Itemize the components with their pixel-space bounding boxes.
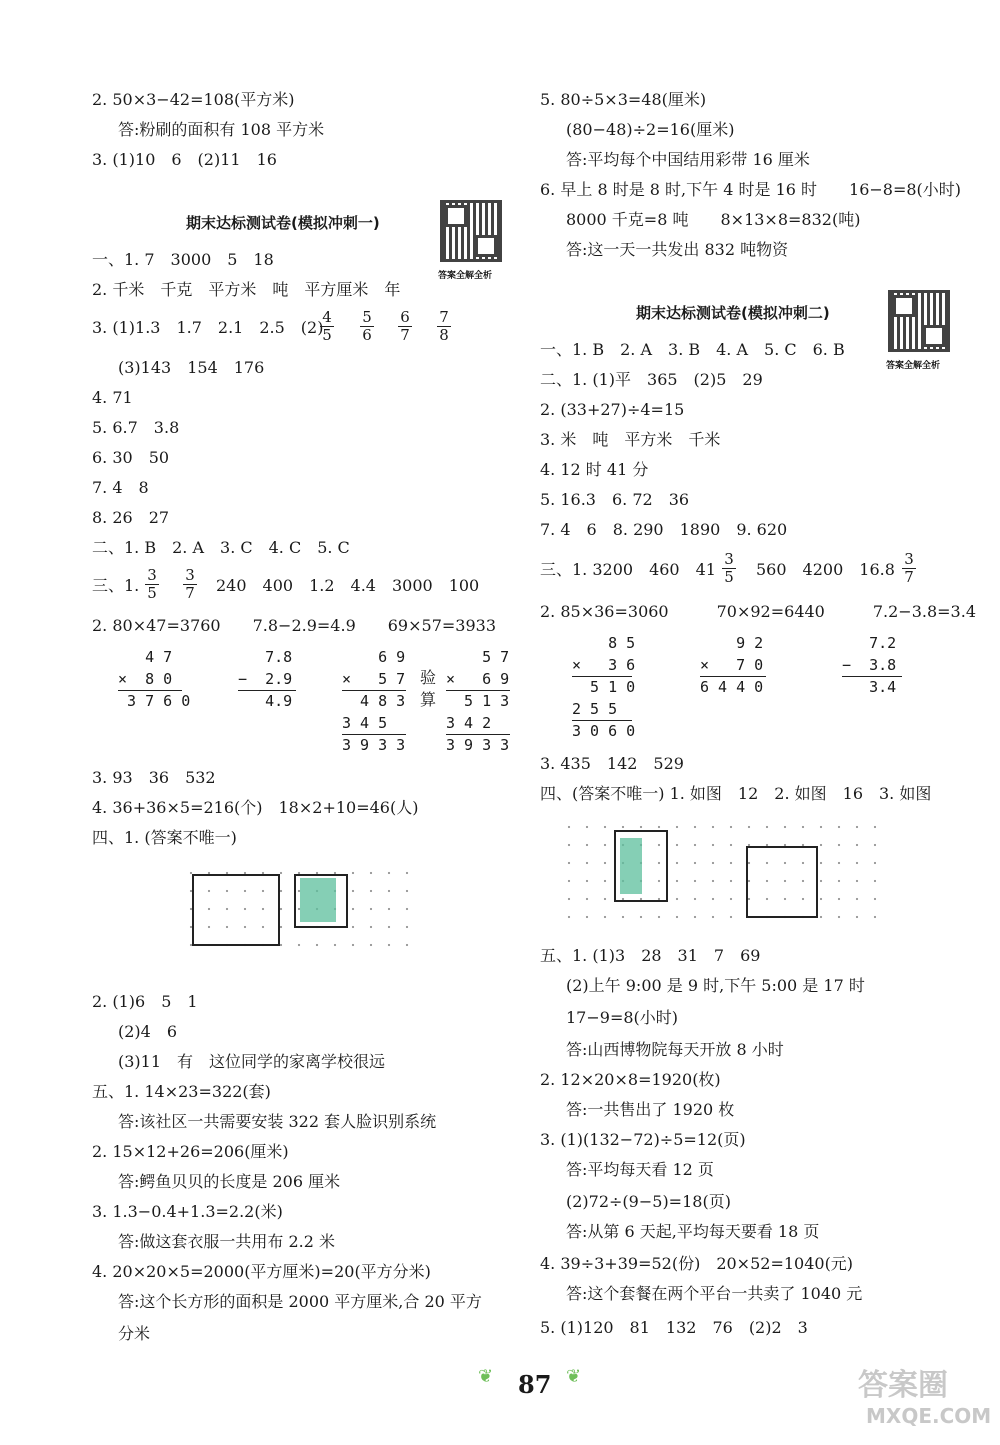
left-answer-line: 3. 93 36 532 — [92, 768, 216, 787]
calculation-rule — [342, 690, 406, 691]
left-answer-line: 2. 15×12+26=206(厘米) — [92, 1142, 289, 1161]
right-answer-line: 2. 12×20×8=1920(枚) — [540, 1070, 721, 1089]
right-answer-line: 5. 80÷5×3=48(厘米) — [540, 90, 707, 109]
right-answer-line: 四、(答案不唯一) 1. 如图 12 2. 如图 16 3. 如图 — [540, 784, 932, 803]
left-answer-line: 2. 千米 千克 平方米 吨 平方厘米 年 — [92, 280, 401, 299]
left-vertical-calculation: 6 9 × 5 7 4 8 3 3 4 5 3 9 3 3 — [342, 648, 406, 754]
section-title-right: 期末达标测试卷(模拟冲刺二) — [636, 304, 830, 322]
denominator: 5 — [322, 326, 332, 344]
left-answer-line: 3. (1)10 6 (2)11 16 — [92, 150, 277, 169]
right-answer-line: 答:从第 6 天起,平均每天要看 18 页 — [566, 1222, 820, 1241]
right-answer-line: 答:平均每个中国结用彩带 16 厘米 — [566, 150, 810, 169]
right-answer-line: 8000 千克=8 吨 8×13×8=832(吨) — [566, 210, 861, 229]
left-answer-line: 4. 71 — [92, 388, 133, 407]
left-answer-line: 3. 1.3−0.4+1.3=2.2(米) — [92, 1202, 283, 1221]
left-answer-line: 答:该社区一共需要安装 322 套人脸识别系统 — [118, 1112, 437, 1131]
left-answer-line: 3. (1)1.3 1.7 2.1 2.5 (2) — [92, 318, 324, 337]
left-fraction — [360, 309, 374, 344]
denominator: 7 — [185, 584, 195, 602]
page-number: 87 — [518, 1370, 552, 1399]
right-answer-line: 7. 4 6 8. 290 1890 9. 620 — [540, 520, 788, 539]
left-answer-line: (2)4 6 — [118, 1022, 178, 1041]
left-answer-line: 6. 30 50 — [92, 448, 170, 467]
grid-figure-right — [560, 818, 876, 926]
left-vertical-calculation: 4 7 × 8 0 3 7 6 0 — [118, 648, 191, 710]
left-answer-line: 答:粉刷的面积有 108 平方米 — [118, 120, 325, 139]
qr-code-right — [888, 290, 950, 352]
square-shape-right — [746, 846, 818, 918]
right-answer-line: 3. 米 吨 平方米 千米 — [540, 430, 721, 449]
left-answer-line: 240 400 1.2 4.4 3000 100 — [216, 576, 480, 595]
right-answer-line: 答:平均每天看 12 页 — [566, 1160, 714, 1179]
right-answer-line: 560 4200 16.8 — [756, 560, 895, 579]
left-answer-line: 答:这个长方形的面积是 2000 平方厘米,合 20 平方 — [118, 1292, 482, 1311]
leaf-icon-right: ❦ — [566, 1366, 582, 1387]
calculation-rule — [342, 734, 406, 735]
left-answer-line: 答:做这套衣服一共用布 2.2 米 — [118, 1232, 336, 1251]
denominator: 5 — [147, 584, 157, 602]
right-answer-line: 3. (1)(132−72)÷5=12(页) — [540, 1130, 746, 1149]
denominator: 7 — [904, 568, 914, 586]
right-answer-line: 3. 435 142 529 — [540, 754, 684, 773]
left-vertical-calculation: 7.8 − 2.9 4.9 — [238, 648, 293, 710]
left-answer-line: 三、1. — [92, 576, 140, 595]
denominator: 8 — [439, 326, 449, 344]
left-answer-line: 二、1. B 2. A 3. C 4. C 5. C — [92, 538, 350, 557]
numerator: 5 — [360, 309, 374, 327]
calculation-rule — [842, 676, 902, 677]
left-fraction — [183, 567, 197, 602]
left-answer-line: 2. 50×3−42=108(平方米) — [92, 90, 295, 109]
numerator: 4 — [320, 309, 334, 327]
check-label-yan: 验 — [420, 668, 437, 687]
right-answer-line: 4. 12 时 41 分 — [540, 460, 649, 479]
denominator: 6 — [362, 326, 372, 344]
denominator: 7 — [400, 326, 410, 344]
rectangle-shape — [192, 874, 280, 946]
right-vertical-calculation: 7.2 − 3.8 3.4 — [842, 634, 897, 696]
qr-caption-right: 答案全解全析 — [886, 361, 941, 371]
denominator: 5 — [724, 568, 734, 586]
right-answer-line: (2)上午 9:00 是 9 时,下午 5:00 是 17 时 — [566, 976, 865, 995]
right-answer-line: (2)72÷(9−5)=18(页) — [566, 1192, 731, 1211]
right-answer-line: 5. 16.3 6. 72 36 — [540, 490, 690, 509]
qr-caption-left: 答案全解全析 — [438, 271, 493, 281]
left-fraction — [320, 309, 334, 344]
right-answer-line: 三、1. 3200 460 41 — [540, 560, 716, 579]
numerator: 3 — [183, 567, 197, 585]
square-shape — [294, 874, 348, 928]
right-answer-line: 2. 85×36=3060 70×92=6440 7.2−3.8=3.4 — [540, 602, 977, 621]
right-answer-line: 答:这个套餐在两个平台一共卖了 1040 元 — [566, 1284, 863, 1303]
calculation-rule — [446, 734, 510, 735]
qr-code-left — [440, 200, 502, 262]
left-answer-line: 一、1. 7 3000 5 18 — [92, 250, 274, 269]
right-answer-line: 答:这一天一共发出 832 吨物资 — [566, 240, 789, 259]
right-fraction — [722, 551, 736, 586]
calculation-rule — [572, 720, 632, 721]
calculation-rule — [238, 690, 296, 691]
calculation-rule — [446, 690, 510, 691]
left-fraction — [437, 309, 451, 344]
right-answer-line: (80−48)÷2=16(厘米) — [566, 120, 735, 139]
right-answer-line: 答:一共售出了 1920 枚 — [566, 1100, 735, 1119]
watermark-url: MXQE.COM — [866, 1404, 992, 1428]
watermark-logo: 答案圈 — [858, 1368, 948, 1403]
left-fraction — [398, 309, 412, 344]
right-answer-line: 2. (33+27)÷4=15 — [540, 400, 685, 419]
left-answer-line: 2. 80×47=3760 7.8−2.9=4.9 69×57=3933 — [92, 616, 497, 635]
right-answer-line: 5. (1)120 81 132 76 (2)2 3 — [540, 1318, 808, 1337]
check-label-suan: 算 — [420, 690, 437, 709]
calculation-rule — [572, 676, 632, 677]
right-answer-line: 五、1. (1)3 28 31 7 69 — [540, 946, 761, 965]
right-fraction — [902, 551, 916, 586]
left-answer-line: 五、1. 14×23=322(套) — [92, 1082, 271, 1101]
numerator: 7 — [437, 309, 451, 327]
numerator: 3 — [722, 551, 736, 569]
right-vertical-calculation: 9 2 × 7 0 6 4 4 0 — [700, 634, 764, 696]
left-answer-line: 8. 26 27 — [92, 508, 170, 527]
leaf-icon-left: ❦ — [478, 1366, 494, 1387]
numerator: 3 — [902, 551, 916, 569]
calculation-rule — [700, 676, 766, 677]
left-answer-line: (3)143 154 176 — [118, 358, 265, 377]
right-answer-line: 二、1. (1)平 365 (2)5 29 — [540, 370, 763, 389]
left-vertical-calculation: 5 7 × 6 9 5 1 3 3 4 2 3 9 3 3 — [446, 648, 510, 754]
calculation-rule — [118, 690, 182, 691]
left-answer-line: 分米 — [118, 1324, 151, 1343]
numerator: 6 — [398, 309, 412, 327]
right-answer-line: 6. 早上 8 时是 8 时,下午 4 时是 16 时 16−8=8(小时) — [540, 180, 962, 199]
right-answer-line: 一、1. B 2. A 3. B 4. A 5. C 6. B — [540, 340, 845, 359]
numerator: 3 — [145, 567, 159, 585]
left-answer-line: 四、1. (答案不唯一) — [92, 828, 237, 847]
left-answer-line: 4. 36+36×5=216(个) 18×2+10=46(人) — [92, 798, 419, 817]
section-title-left: 期末达标测试卷(模拟冲刺一) — [186, 214, 380, 232]
right-vertical-calculation: 8 5 × 3 6 5 1 0 2 5 5 3 0 6 0 — [572, 634, 636, 740]
right-answer-line: 答:山西博物院每天开放 8 小时 — [566, 1040, 784, 1059]
right-answer-line: 17−9=8(小时) — [566, 1008, 679, 1027]
left-answer-line: 答:鳄鱼贝贝的长度是 206 厘米 — [118, 1172, 341, 1191]
left-answer-line: (3)11 有 这位同学的家离学校很远 — [118, 1052, 386, 1071]
left-fraction — [145, 567, 159, 602]
left-answer-line: 5. 6.7 3.8 — [92, 418, 180, 437]
left-answer-line: 4. 20×20×5=2000(平方厘米)=20(平方分米) — [92, 1262, 431, 1281]
left-answer-line: 7. 4 8 — [92, 478, 149, 497]
right-answer-line: 4. 39÷3+39=52(份) 20×52=1040(元) — [540, 1254, 854, 1273]
left-answer-line: 2. (1)6 5 1 — [92, 992, 198, 1011]
rectangle-shape-right — [614, 830, 668, 902]
